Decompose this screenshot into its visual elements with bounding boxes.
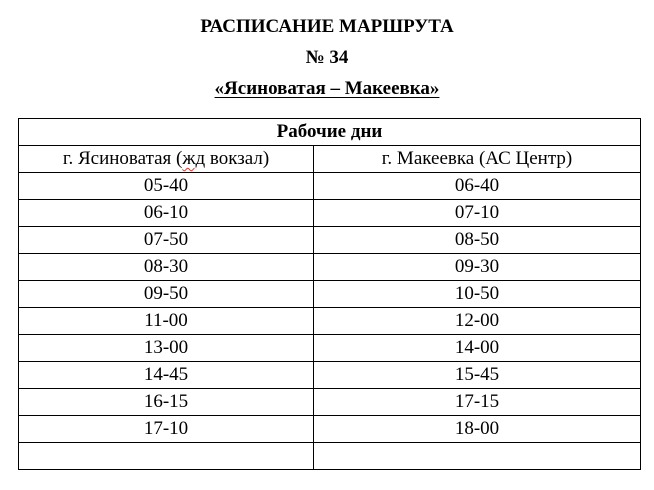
table-row bbox=[19, 416, 641, 443]
departure-yasinovataya-cell: 14-45 bbox=[19, 362, 314, 389]
departure-makeevka-cell: 14-00 bbox=[314, 335, 641, 362]
departure-makeevka-cell: 09-30 bbox=[314, 254, 641, 281]
departure-yasinovataya-cell: 16-15 bbox=[19, 389, 314, 416]
table-row bbox=[19, 173, 641, 200]
departure-makeevka-cell: 07-10 bbox=[314, 200, 641, 227]
schedule-title: РАСПИСАНИЕ МАРШРУТА bbox=[200, 16, 454, 37]
column-header-yasinovataya bbox=[19, 146, 314, 173]
departure-makeevka-cell: 06-40 bbox=[314, 173, 641, 200]
departure-yasinovataya-cell: 17-10 bbox=[19, 416, 314, 443]
workdays-header: Рабочие дни bbox=[19, 119, 641, 146]
column-header-yasinovataya-prefix: г. Ясиноватая ( bbox=[62, 148, 183, 169]
table-row bbox=[19, 227, 641, 254]
route-name bbox=[0, 78, 654, 100]
departure-makeevka-cell bbox=[314, 443, 641, 470]
column-header-yasinovataya-suffix: вокзал) bbox=[205, 148, 270, 169]
route-name-text: «Ясиноватая – Макеевка» bbox=[214, 78, 440, 99]
table-row bbox=[19, 389, 641, 416]
table-row bbox=[19, 254, 641, 281]
departure-makeevka-cell: 10-50 bbox=[314, 281, 641, 308]
departure-makeevka-cell: 15-45 bbox=[314, 362, 641, 389]
schedule-table bbox=[18, 118, 641, 470]
departure-yasinovataya-cell: 05-40 bbox=[19, 173, 314, 200]
departure-yasinovataya-cell: 11-00 bbox=[19, 308, 314, 335]
departure-yasinovataya-cell: 13-00 bbox=[19, 335, 314, 362]
departure-yasinovataya-cell: 09-50 bbox=[19, 281, 314, 308]
table-row bbox=[19, 281, 641, 308]
departure-yasinovataya-cell: 08-30 bbox=[19, 254, 314, 281]
table-row bbox=[19, 308, 641, 335]
table-row bbox=[19, 335, 641, 362]
table-row bbox=[19, 443, 641, 470]
departure-makeevka-cell: 17-15 bbox=[314, 389, 641, 416]
departure-makeevka-cell: 18-00 bbox=[314, 416, 641, 443]
departure-yasinovataya-cell bbox=[19, 443, 314, 470]
column-header-row bbox=[19, 146, 641, 173]
table-title-row bbox=[19, 119, 641, 146]
table-row bbox=[19, 362, 641, 389]
column-header-makeevka: г. Макеевка (АС Центр) bbox=[314, 146, 641, 173]
spellcheck-marked-word: жд bbox=[182, 148, 206, 169]
route-number: № 34 bbox=[305, 47, 349, 68]
departure-makeevka-cell: 08-50 bbox=[314, 227, 641, 254]
table-row bbox=[19, 200, 641, 227]
departure-yasinovataya-cell: 07-50 bbox=[19, 227, 314, 254]
departure-yasinovataya-cell: 06-10 bbox=[19, 200, 314, 227]
departure-makeevka-cell: 12-00 bbox=[314, 308, 641, 335]
